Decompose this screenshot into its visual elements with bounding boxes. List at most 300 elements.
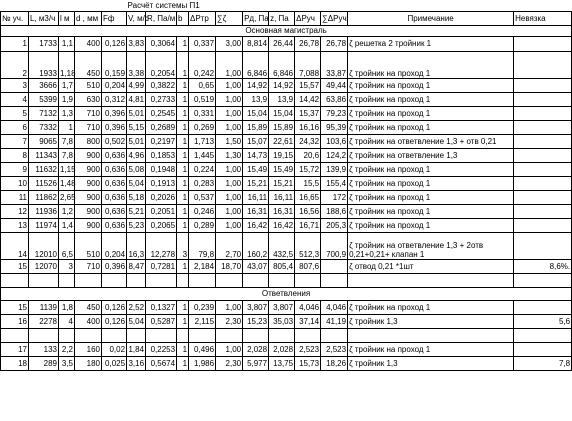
table-cell: 2,028 bbox=[269, 342, 295, 356]
table-cell bbox=[514, 162, 572, 176]
column-header: b bbox=[177, 11, 189, 25]
table-cell bbox=[514, 134, 572, 148]
table-cell: 510 bbox=[75, 78, 102, 92]
table-cell: 1,15 bbox=[59, 162, 75, 176]
table-cell: 15,49 bbox=[243, 162, 269, 176]
column-header: Невязка bbox=[514, 11, 572, 25]
table-cell: 1,18 bbox=[59, 51, 75, 78]
empty-cell bbox=[146, 328, 177, 342]
table-cell: 3666 bbox=[29, 78, 59, 92]
table-cell: 15,21 bbox=[269, 176, 295, 190]
table-cell: 16,3 bbox=[127, 232, 146, 259]
table-cell: 4 bbox=[59, 314, 75, 328]
table-cell: 0,1913 bbox=[146, 176, 177, 190]
table-cell: 12,278 bbox=[146, 232, 177, 259]
table-cell: 16,31 bbox=[269, 204, 295, 218]
table-cell: 0,636 bbox=[102, 176, 127, 190]
empty-cell bbox=[514, 328, 572, 342]
table-cell bbox=[514, 51, 572, 78]
table-cell: 1,9 bbox=[59, 92, 75, 106]
table-cell: 15 bbox=[1, 300, 29, 314]
table-cell: 14,92 bbox=[269, 78, 295, 92]
table-cell: 12 bbox=[1, 204, 29, 218]
table-cell: 15,07 bbox=[243, 134, 269, 148]
table-cell: 5,04 bbox=[127, 314, 146, 328]
table-cell bbox=[514, 300, 572, 314]
table-cell: 0,636 bbox=[102, 148, 127, 162]
table-cell: 16,42 bbox=[243, 218, 269, 232]
table-cell: 0,126 bbox=[102, 314, 127, 328]
table-cell: 3,807 bbox=[243, 300, 269, 314]
table-cell: 630 bbox=[75, 92, 102, 106]
table-cell: 15,37 bbox=[295, 106, 321, 120]
table-cell: 4,96 bbox=[127, 148, 146, 162]
table-cell: 2,115 bbox=[189, 314, 216, 328]
empty-cell bbox=[216, 328, 243, 342]
table-cell: 5,08 bbox=[127, 162, 146, 176]
table-cell: 26,44 bbox=[269, 36, 295, 51]
section-label: Основная магистраль bbox=[1, 25, 572, 36]
table-cell: 35,03 bbox=[269, 314, 295, 328]
table-cell: 1,00 bbox=[216, 204, 243, 218]
table-cell: 15,04 bbox=[243, 106, 269, 120]
table-cell: 13 bbox=[1, 218, 29, 232]
table-cell: 0,204 bbox=[102, 232, 127, 259]
table-cell: 133 bbox=[29, 342, 59, 356]
table-cell: 710 bbox=[75, 120, 102, 134]
table-cell: 18 bbox=[1, 356, 29, 370]
table-cell: 15,21 bbox=[243, 176, 269, 190]
table-cell: ζ тройник на проход 1 bbox=[348, 218, 514, 232]
table-cell: 13,9 bbox=[243, 92, 269, 106]
empty-cell bbox=[1, 273, 29, 287]
table-cell bbox=[514, 78, 572, 92]
table-cell: ζ решетка 2 тройник 1 bbox=[348, 36, 514, 51]
table-cell: 2,30 bbox=[216, 314, 243, 328]
table-cell: 3,83 bbox=[127, 36, 146, 51]
table-title: Расчёт системы П1 bbox=[127, 0, 200, 10]
table-cell: 1 bbox=[177, 148, 189, 162]
table-cell: 26,78 bbox=[321, 36, 348, 51]
table-cell: 15 bbox=[1, 259, 29, 273]
table-cell: 15,72 bbox=[295, 162, 321, 176]
table-row bbox=[1, 273, 572, 287]
table-cell: 16 bbox=[1, 314, 29, 328]
table-cell: 6,846 bbox=[269, 51, 295, 78]
table-row bbox=[1, 342, 572, 356]
table-cell: 5,18 bbox=[127, 190, 146, 204]
table-cell: 1,00 bbox=[216, 78, 243, 92]
table-cell: 0,2065 bbox=[146, 218, 177, 232]
table-cell: 14,92 bbox=[243, 78, 269, 92]
table-cell: 37,14 bbox=[295, 314, 321, 328]
table-cell: ζ тройник на проход 1 bbox=[348, 120, 514, 134]
empty-cell bbox=[321, 273, 348, 287]
table-cell: 3,16 bbox=[127, 356, 146, 370]
table-cell: 0,204 bbox=[102, 78, 127, 92]
empty-cell bbox=[177, 273, 189, 287]
table-cell: 3,5 bbox=[59, 356, 75, 370]
table-cell: 1,00 bbox=[216, 342, 243, 356]
table-cell: 1 bbox=[177, 204, 189, 218]
column-header: d , мм bbox=[75, 11, 102, 25]
table-cell: 0,246 bbox=[189, 204, 216, 218]
table-cell: 900 bbox=[75, 204, 102, 218]
table-cell: 3 bbox=[177, 232, 189, 259]
table-row bbox=[1, 92, 572, 106]
table-cell: ζ тройник на проход 1 bbox=[348, 176, 514, 190]
table-cell: 2 bbox=[1, 51, 29, 78]
table-cell: 15,23 bbox=[243, 314, 269, 328]
table-row bbox=[1, 314, 572, 328]
table-cell: 3 bbox=[1, 78, 29, 92]
table-cell bbox=[514, 204, 572, 218]
table-cell: 1,986 bbox=[189, 356, 216, 370]
empty-cell bbox=[29, 273, 59, 287]
table-cell: 16,16 bbox=[295, 120, 321, 134]
table-cell bbox=[514, 342, 572, 356]
table-cell: ζ тройник 1,3 bbox=[348, 314, 514, 328]
table-cell: 1,00 bbox=[216, 162, 243, 176]
table-cell: 1 bbox=[177, 218, 189, 232]
table-cell: ζ отвод 0,21 *1шт bbox=[348, 259, 514, 273]
table-cell: 1,00 bbox=[216, 176, 243, 190]
column-header: Fф bbox=[102, 11, 127, 25]
empty-cell bbox=[269, 328, 295, 342]
table-cell: 11526 bbox=[29, 176, 59, 190]
table-cell: 0,283 bbox=[189, 176, 216, 190]
table-cell: 1 bbox=[177, 176, 189, 190]
table-cell: 1933 bbox=[29, 51, 59, 78]
table-cell: 5,21 bbox=[127, 204, 146, 218]
table-body bbox=[1, 0, 572, 370]
table-cell: 2,523 bbox=[295, 342, 321, 356]
empty-cell bbox=[75, 328, 102, 342]
empty-cell bbox=[348, 328, 514, 342]
table-cell: 450 bbox=[75, 51, 102, 78]
table-cell: 1 bbox=[177, 120, 189, 134]
table-cell: 0,2197 bbox=[146, 134, 177, 148]
table-cell: 400 bbox=[75, 36, 102, 51]
table-cell: 14,42 bbox=[295, 92, 321, 106]
table-cell: 4,99 bbox=[127, 78, 146, 92]
table-cell: ζ тройник на проход 1 bbox=[348, 106, 514, 120]
table-cell: 0,5287 bbox=[146, 314, 177, 328]
table-row bbox=[1, 106, 572, 120]
table-cell: 172 bbox=[321, 190, 348, 204]
table-cell: 1,1 bbox=[59, 36, 75, 51]
table-cell bbox=[514, 106, 572, 120]
table-cell: 512,3 bbox=[295, 232, 321, 259]
table-cell: 139,9 bbox=[321, 162, 348, 176]
empty-cell bbox=[59, 273, 75, 287]
table-cell: 9065 bbox=[29, 134, 59, 148]
table-cell: 5,23 bbox=[127, 218, 146, 232]
table-cell: 124,2 bbox=[321, 148, 348, 162]
table-cell: 0,496 bbox=[189, 342, 216, 356]
column-header: № уч. bbox=[1, 11, 29, 25]
table-cell: 15,04 bbox=[269, 106, 295, 120]
table-cell: 1 bbox=[177, 259, 189, 273]
table-cell: 2,30 bbox=[216, 356, 243, 370]
table-cell: 15,73 bbox=[295, 356, 321, 370]
table-cell: 16,65 bbox=[295, 190, 321, 204]
table-cell: 0,7281 bbox=[146, 259, 177, 273]
table-cell: 0,2054 bbox=[146, 51, 177, 78]
table-cell: 2,184 bbox=[189, 259, 216, 273]
table-cell: 180 bbox=[75, 356, 102, 370]
table-cell: 4,81 bbox=[127, 92, 146, 106]
table-row bbox=[1, 120, 572, 134]
table-cell: 1 bbox=[177, 190, 189, 204]
empty-cell bbox=[295, 328, 321, 342]
table-cell: 0,2253 bbox=[146, 342, 177, 356]
column-header: Примечание bbox=[348, 11, 514, 25]
table-row bbox=[1, 148, 572, 162]
table-cell: 160 bbox=[75, 342, 102, 356]
empty-cell bbox=[321, 328, 348, 342]
table-cell: 510 bbox=[75, 232, 102, 259]
table-cell: 0,396 bbox=[102, 106, 127, 120]
table-cell: 11974 bbox=[29, 218, 59, 232]
table-cell: 1 bbox=[177, 78, 189, 92]
table-cell: 5,977 bbox=[243, 356, 269, 370]
table-row bbox=[1, 356, 572, 370]
table-cell: 4,046 bbox=[321, 300, 348, 314]
table-cell: 0,3822 bbox=[146, 78, 177, 92]
column-header: L, м3/ч bbox=[29, 11, 59, 25]
table-cell: 12070 bbox=[29, 259, 59, 273]
table-cell: 0,2026 bbox=[146, 190, 177, 204]
table-cell: 450 bbox=[75, 300, 102, 314]
table-cell: ζ тройник на проход 1 bbox=[348, 190, 514, 204]
table-cell: 2,65 bbox=[59, 190, 75, 204]
table-cell: 1,445 bbox=[189, 148, 216, 162]
table-cell: 16,11 bbox=[269, 190, 295, 204]
table-cell: 1 bbox=[177, 300, 189, 314]
table-cell: 5,15 bbox=[127, 120, 146, 134]
table-cell: 1,30 bbox=[216, 148, 243, 162]
column-header: R, Па/м bbox=[146, 11, 177, 25]
table-cell: 1,00 bbox=[216, 92, 243, 106]
table-cell: 4,046 bbox=[295, 300, 321, 314]
table-cell bbox=[514, 190, 572, 204]
table-cell bbox=[514, 36, 572, 51]
table-cell: 1,50 bbox=[216, 134, 243, 148]
table-cell: 1,7 bbox=[59, 78, 75, 92]
table-cell: 0,337 bbox=[189, 36, 216, 51]
table-cell: 0,636 bbox=[102, 162, 127, 176]
table-row bbox=[1, 259, 572, 273]
table-cell: 0,2051 bbox=[146, 204, 177, 218]
table-cell: 3,38 bbox=[127, 51, 146, 78]
table-cell: 26,78 bbox=[295, 36, 321, 51]
table-cell: 900 bbox=[75, 162, 102, 176]
empty-cell bbox=[59, 328, 75, 342]
table-cell: 0,1853 bbox=[146, 148, 177, 162]
table-cell: 205,3 bbox=[321, 218, 348, 232]
table-cell: 7,8 bbox=[59, 134, 75, 148]
table-cell: 11343 bbox=[29, 148, 59, 162]
table-cell: 16,71 bbox=[295, 218, 321, 232]
table-cell: 0,396 bbox=[102, 120, 127, 134]
table-cell: 11862 bbox=[29, 190, 59, 204]
table-cell: 155,4 bbox=[321, 176, 348, 190]
table-cell: 0,2545 bbox=[146, 106, 177, 120]
table-cell: 0,126 bbox=[102, 36, 127, 51]
table-cell: 900 bbox=[75, 176, 102, 190]
table-cell: 0,242 bbox=[189, 51, 216, 78]
table-cell: 5,01 bbox=[127, 134, 146, 148]
empty-cell bbox=[102, 273, 127, 287]
table-cell: 3 bbox=[59, 259, 75, 273]
empty-cell bbox=[127, 273, 146, 287]
table-cell: 33,87 bbox=[321, 51, 348, 78]
table-cell: 1,2 bbox=[59, 204, 75, 218]
table-cell: 8,47 bbox=[127, 259, 146, 273]
table-cell: 43,07 bbox=[243, 259, 269, 273]
table-cell: 16,42 bbox=[269, 218, 295, 232]
empty-cell bbox=[127, 328, 146, 342]
empty-cell bbox=[75, 273, 102, 287]
table-cell: 5399 bbox=[29, 92, 59, 106]
table-cell: ζ тройник на проход 1 bbox=[348, 342, 514, 356]
table-cell: 0,159 bbox=[102, 51, 127, 78]
table-cell: 7,8 bbox=[514, 356, 572, 370]
table-cell: 6,846 bbox=[243, 51, 269, 78]
table-cell: 20,6 bbox=[295, 148, 321, 162]
table-cell: 0,289 bbox=[189, 218, 216, 232]
table-cell: 1 bbox=[177, 51, 189, 78]
table-cell: 15,57 bbox=[295, 78, 321, 92]
table-cell: 6,5 bbox=[59, 232, 75, 259]
table-row bbox=[1, 176, 572, 190]
table-row bbox=[1, 232, 572, 259]
table-cell: 0,3064 bbox=[146, 36, 177, 51]
table-cell: 2,523 bbox=[321, 342, 348, 356]
table-cell: 8 bbox=[1, 148, 29, 162]
table-row bbox=[1, 300, 572, 314]
table-cell: 2,028 bbox=[243, 342, 269, 356]
table-cell: 5,6 bbox=[514, 314, 572, 328]
table-row bbox=[1, 78, 572, 92]
table-cell: 1 bbox=[177, 314, 189, 328]
table-cell: 0,312 bbox=[102, 92, 127, 106]
table-cell: 22,61 bbox=[269, 134, 295, 148]
table-cell: 15,89 bbox=[269, 120, 295, 134]
table-cell: ζ тройник на ответвление 1,3 + 2отв 0,21+0,21+ клапан 1 bbox=[348, 232, 514, 259]
empty-cell bbox=[1, 328, 29, 342]
table-cell: 0,2689 bbox=[146, 120, 177, 134]
table-cell: 0,331 bbox=[189, 106, 216, 120]
table-cell: 12010 bbox=[29, 232, 59, 259]
column-header: z, Па bbox=[269, 11, 295, 25]
table-cell: 0,636 bbox=[102, 190, 127, 204]
table-cell: 0,65 bbox=[189, 78, 216, 92]
column-header: l м bbox=[59, 11, 75, 25]
table-cell: 95,39 bbox=[321, 120, 348, 134]
table-cell: 15,5 bbox=[295, 176, 321, 190]
table-row bbox=[1, 36, 572, 51]
empty-cell bbox=[189, 273, 216, 287]
table-cell: 11 bbox=[1, 190, 29, 204]
table-cell: ζ тройник на проход 1 bbox=[348, 300, 514, 314]
table-row bbox=[1, 218, 572, 232]
table-cell: 13,75 bbox=[269, 356, 295, 370]
table-cell: ζ тройник на ответвление 1,3 bbox=[348, 148, 514, 162]
table-cell: 13,9 bbox=[269, 92, 295, 106]
table-cell bbox=[514, 176, 572, 190]
table-cell bbox=[514, 120, 572, 134]
table-cell: 0,269 bbox=[189, 120, 216, 134]
table-cell: 10 bbox=[1, 176, 29, 190]
table-cell: 1,00 bbox=[216, 218, 243, 232]
table-cell bbox=[321, 259, 348, 273]
table-cell: 0,02 bbox=[102, 342, 127, 356]
table-cell: ζ тройник на проход 1 bbox=[348, 162, 514, 176]
table-cell: 17 bbox=[1, 342, 29, 356]
table-row bbox=[1, 134, 572, 148]
empty-cell bbox=[269, 273, 295, 287]
table-cell: 1,8 bbox=[59, 300, 75, 314]
table-cell: 2,70 bbox=[216, 232, 243, 259]
empty-cell bbox=[177, 328, 189, 342]
table-cell: 79,8 bbox=[189, 232, 216, 259]
table-cell: 805,4 bbox=[269, 259, 295, 273]
table-cell: 18,26 bbox=[321, 356, 348, 370]
table-cell: 14 bbox=[1, 232, 29, 259]
table-cell: 41,19 bbox=[321, 314, 348, 328]
table-row bbox=[1, 287, 572, 300]
table-cell: 1,84 bbox=[127, 342, 146, 356]
table-cell: 1 bbox=[177, 342, 189, 356]
table-cell: 103,6 bbox=[321, 134, 348, 148]
empty-cell bbox=[216, 273, 243, 287]
table-cell: 7132 bbox=[29, 106, 59, 120]
column-header: Pд, Па bbox=[243, 11, 269, 25]
table-cell bbox=[514, 232, 572, 259]
table-cell: ζ тройник 1,3 bbox=[348, 356, 514, 370]
table-cell: 1,00 bbox=[216, 190, 243, 204]
table-cell: 5,04 bbox=[127, 176, 146, 190]
table-row bbox=[1, 190, 572, 204]
table-cell: 289 bbox=[29, 356, 59, 370]
table-cell: 432,5 bbox=[269, 232, 295, 259]
table-cell: 7,8 bbox=[59, 148, 75, 162]
table-cell: 0,519 bbox=[189, 92, 216, 106]
table-cell: 79,23 bbox=[321, 106, 348, 120]
table-cell: ζ тройник на проход 1 bbox=[348, 204, 514, 218]
table-cell: 0,025 bbox=[102, 356, 127, 370]
table-cell: 11632 bbox=[29, 162, 59, 176]
table-row bbox=[1, 204, 572, 218]
table-cell: 807,6 bbox=[295, 259, 321, 273]
table-cell: 1,48 bbox=[59, 176, 75, 190]
table-cell: 14,73 bbox=[243, 148, 269, 162]
table-cell: 1733 bbox=[29, 36, 59, 51]
table-cell: 1,00 bbox=[216, 300, 243, 314]
empty-cell bbox=[243, 273, 269, 287]
table-cell: 4 bbox=[1, 92, 29, 106]
table-cell: 1,00 bbox=[216, 120, 243, 134]
table-cell: 0,502 bbox=[102, 134, 127, 148]
empty-cell bbox=[29, 328, 59, 342]
table-cell: 18,70 bbox=[216, 259, 243, 273]
table-cell: 5 bbox=[1, 106, 29, 120]
table-cell: 16,56 bbox=[295, 204, 321, 218]
empty-cell bbox=[243, 328, 269, 342]
table-cell: ζ тройник на проход 1 bbox=[348, 92, 514, 106]
